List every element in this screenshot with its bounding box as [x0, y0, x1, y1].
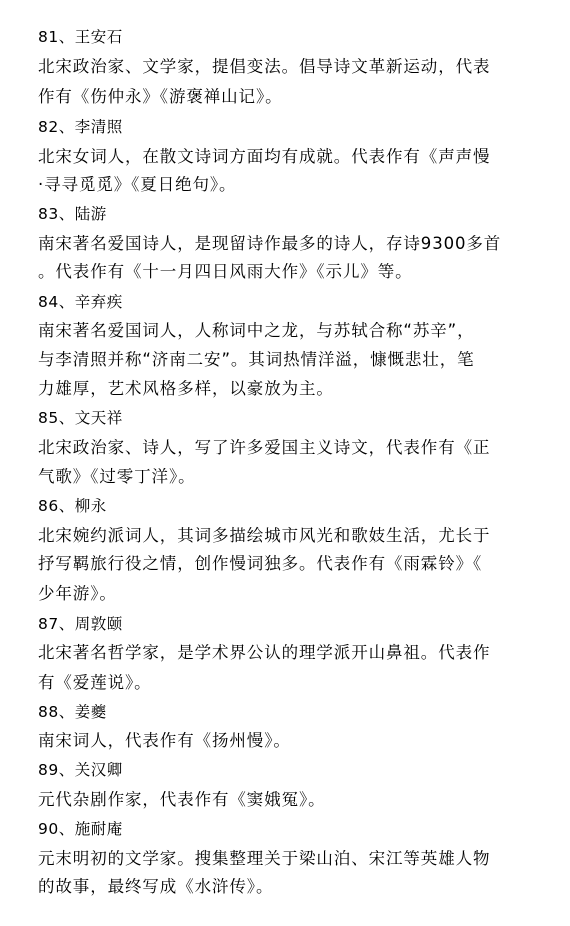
entry-heading: 84、辛弃疾	[38, 293, 123, 311]
entry-heading: 90、施耐庵	[38, 820, 123, 838]
entry-text-line: 北宋女词人，在散文诗词方面均有成就。代表作有《声声慢	[38, 147, 491, 166]
entry-text-line: 北宋政治家、文学家，提倡变法。倡导诗文革新运动，代表	[38, 57, 491, 76]
entry-heading: 87、周敦颐	[38, 615, 123, 633]
entry-text-line: 力雄厚，艺术风格多样，以豪放为主。	[38, 379, 334, 398]
entry-text-line: 少年游》。	[38, 584, 117, 603]
entry-heading: 83、陆游	[38, 205, 107, 223]
entry-text-line: 北宋政治家、诗人，写了许多爱国主义诗文，代表作有《正	[38, 438, 491, 457]
entry-text-line: 与李清照并称“济南二安”。其词热情洋溢，慷慨悲壮，笔	[38, 350, 475, 369]
entry-text-line: ·寻寻觅觅》《夏日绝句》。	[38, 175, 237, 194]
entry-text-line: 作有《伤仲永》《游褒禅山记》。	[38, 87, 283, 106]
entry-text-line: 。代表作有《十一月四日风雨大作》《示儿》等。	[38, 262, 413, 281]
entry-heading: 85、文天祥	[38, 409, 123, 427]
entry-text-line: 南宋著名爱国诗人，是现留诗作最多的诗人，存诗9300多首	[38, 234, 502, 253]
entry-text-line: 南宋词人，代表作有《扬州慢》。	[38, 731, 291, 750]
entry-text-line: 抒写羁旅行役之情，创作慢词独多。代表作有《雨霖铃》《	[38, 554, 483, 573]
entry-heading: 86、柳永	[38, 497, 107, 515]
entry-text-line: 元代杂剧作家，代表作有《窦娥冤》。	[38, 790, 326, 809]
entry-heading: 81、王安石	[38, 28, 123, 46]
entry-heading: 88、姜夔	[38, 703, 107, 721]
entry-heading: 89、关汉卿	[38, 761, 123, 779]
entry-text-line: 元末明初的文学家。搜集整理关于梁山泊、宋江等英雄人物	[38, 849, 491, 868]
entry-text-line: 的故事，最终写成《水浒传》。	[38, 877, 274, 896]
entry-text-line: 有《爱莲说》。	[38, 673, 152, 692]
entry-text-line: 气歌》《过零丁洋》。	[38, 467, 196, 486]
entry-text-line: 北宋婉约派词人，其词多描绘城市风光和歌妓生活，尤长于	[38, 526, 491, 545]
entry-text-line: 南宋著名爱国词人，人称词中之龙，与苏轼合称“苏辛”，	[38, 321, 475, 340]
entry-text-line: 北宋著名哲学家，是学术界公认的理学派开山鼻祖。代表作	[38, 643, 491, 662]
entry-heading: 82、李清照	[38, 118, 123, 136]
